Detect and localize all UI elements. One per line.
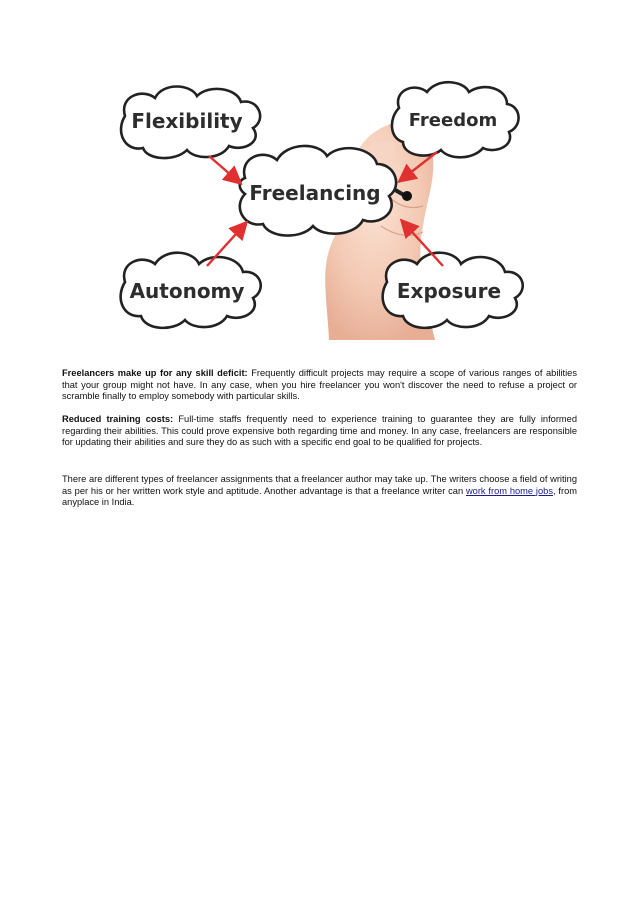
label-autonomy: Autonomy	[129, 279, 245, 303]
paragraph-freelancer-assignments	[62, 474, 577, 509]
paragraph-skill-deficit	[62, 368, 577, 403]
illustration-svg	[97, 76, 541, 340]
paragraph-body: Full-time staffs frequently need to experience training to guarantee they are fully informed regarding their abilities. This could prove expensive both regarding time and money. In any case, freelancers are responsible for updating their abilities and sure they do as such with a specific end goal to be qualified for projects.	[62, 414, 577, 448]
paragraph-body: Frequently difficult projects may require a scope of various ranges of abilities that your group might not have. In any case, when you hire freelancer you won't discover the need to refuse a project or scramble finally to employ somebody with particular skills.	[62, 368, 577, 402]
label-exposure: Exposure	[396, 279, 502, 303]
pen-tip	[402, 191, 412, 201]
paragraph-body-end: , from anyplace in India.	[62, 485, 577, 508]
paragraph-body: There are different types of freelancer assignments that a freelancer author may take up. The writers choose a field of writing as per his or her written work style and aptitude. Another advantage is that a freelance writer can	[62, 474, 577, 496]
label-freelancing: Freelancing	[249, 181, 381, 205]
label-freedom: Freedom	[408, 110, 498, 131]
work-from-home-jobs-link[interactable]: work from home jobs	[465, 485, 553, 496]
paragraph-heading: Reduced training costs:	[62, 414, 174, 424]
label-flexibility: Flexibility	[131, 109, 243, 133]
paragraph-heading: Freelancers make up for any skill deficit:	[62, 368, 248, 378]
paragraph-training-costs	[62, 414, 577, 449]
arrow-top-left	[209, 156, 239, 182]
freelancing-illustration	[97, 76, 541, 340]
